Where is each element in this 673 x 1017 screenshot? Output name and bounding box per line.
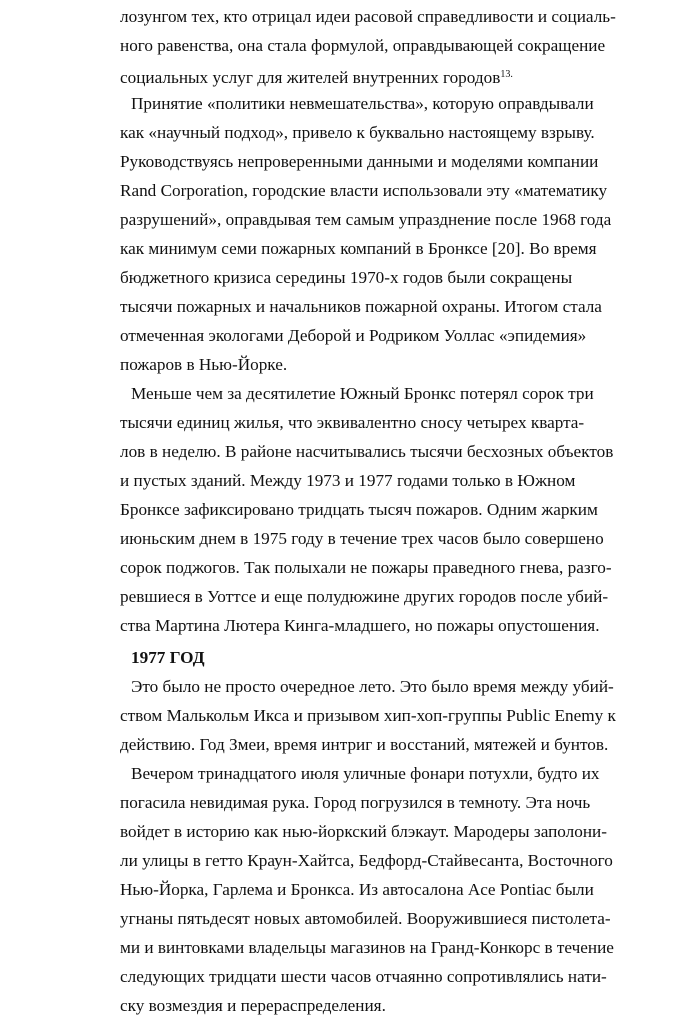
text-line: ством Малькольм Икса и призывом хип-хоп-группы Public Enemy к: [120, 706, 616, 725]
text-line: следующих тридцати шести часов отчаянно сопротивлялись нати-: [120, 967, 607, 986]
text-line: бюджетного кризиса середины 1970-х годов были сокращены: [120, 268, 573, 287]
text-line: июньским днем в 1975 году в течение трех часов было совершено: [120, 529, 604, 548]
text-line: лов в неделю. В районе насчитывались тысячи бесхозных объектов: [120, 442, 614, 461]
text-line: Руководствуясь непроверенными данными и моделями компании: [120, 152, 599, 171]
text-line: Вечером тринадцатого июля уличные фонари потухли, будто их: [131, 764, 600, 783]
text-line: разрушений», оправдывая тем самым упразднение после 1968 года: [120, 210, 612, 229]
text-line: отмеченная экологами Деборой и Родриком Уоллас «эпидемия»: [120, 326, 587, 345]
text-line: действию. Год Змеи, время интриг и восстаний, мятежей и бунтов.: [120, 735, 609, 754]
text-line: угнаны пятьдесят новых автомобилей. Вооружившиеся пистолета-: [120, 909, 611, 928]
text-line: погасила невидимая рука. Город погрузился в темноту. Эта ночь: [120, 793, 591, 812]
text-line: ревшиеся в Уоттсе и еще полудюжине других городов после убий-: [120, 587, 609, 606]
text-line: как «научный подход», привело к буквально настоящему взрыву.: [120, 123, 595, 142]
text-line: как минимум семи пожарных компаний в Бронксе [20]. Во время: [120, 239, 597, 258]
text-line: Принятие «политики невмешательства», которую оправдывали: [131, 94, 594, 113]
text-line: Это было не просто очередное лето. Это было время между убий-: [131, 677, 614, 696]
text-line: пожаров в Нью-Йорке.: [120, 355, 288, 374]
text-line: [120, 63, 513, 89]
text-line: тысячи единиц жилья, что эквивалентно сносу четырех кварта-: [120, 413, 585, 432]
text-line: ства Мартина Лютера Кинга-младшего, но пожары опустошения.: [120, 616, 600, 635]
text-line: ного равенства, она стала формулой, оправдывающей сокращение: [120, 36, 606, 55]
text-line: тысячи пожарных и начальников пожарной охраны. Итогом стала: [120, 297, 602, 316]
text-line-content: социальных услуг для жителей внутренних городов: [120, 68, 501, 87]
footnote-reference: 13.: [500, 69, 513, 80]
text-line: Бронксе зафиксировано тридцать тысяч пожаров. Одним жарким: [120, 500, 598, 519]
text-line: Нью-Йорка, Гарлема и Бронкса. Из автосалона Ace Pontiac были: [120, 880, 594, 899]
section-heading: 1977 ГОД: [131, 648, 205, 667]
text-line: Rand Corporation, городские власти использовали эту «математику: [120, 181, 608, 200]
text-line: лозунгом тех, кто отрицал идеи расовой справедливости и социаль-: [120, 7, 616, 26]
text-line: сорок поджогов. Так полыхали не пожары праведного гнева, разго-: [120, 558, 612, 577]
text-line: и пустых зданий. Между 1973 и 1977 годами только в Южном: [120, 471, 576, 490]
text-line: ску возмездия и перераспределения.: [120, 996, 386, 1015]
text-line: ми и винтовками владельцы магазинов на Гранд-Конкорс в течение: [120, 938, 614, 957]
text-line: Меньше чем за десятилетие Южный Бронкс потерял сорок три: [131, 384, 594, 403]
text-line: войдет в историю как нью-йоркский блэкаут. Мародеры заполони-: [120, 822, 607, 841]
text-line: ли улицы в гетто Краун-Хайтса, Бедфорд-Стайвесанта, Восточного: [120, 851, 613, 870]
